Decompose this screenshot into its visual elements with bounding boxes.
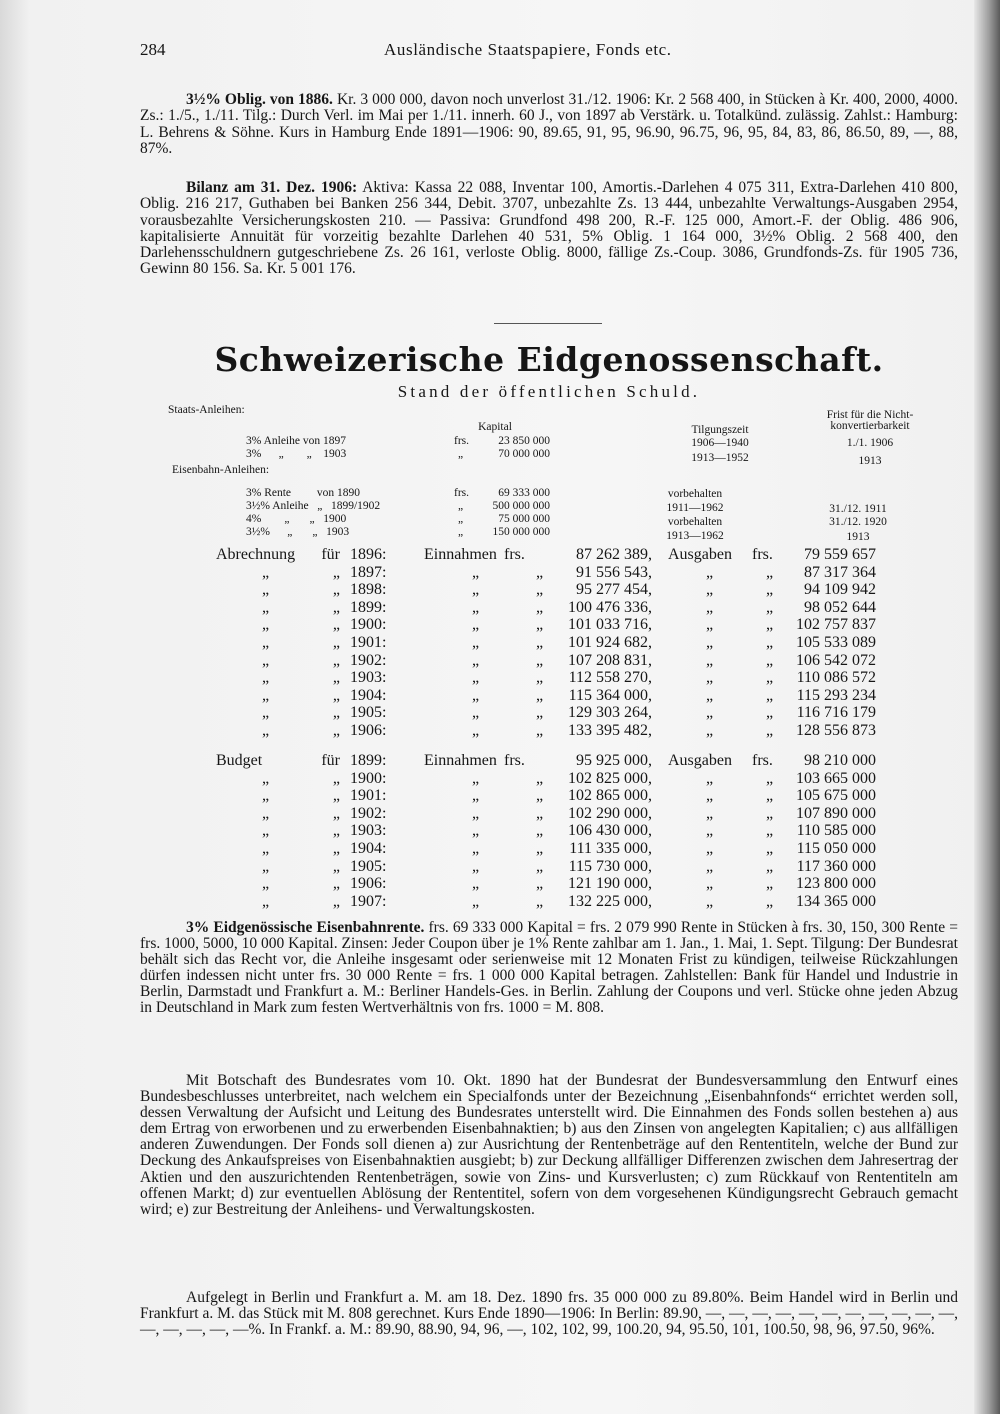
abrechnung-aus: 94 109 942 bbox=[804, 581, 876, 599]
abrechnung-ein-label: „ bbox=[472, 722, 480, 739]
budget-ein: 121 190 000, bbox=[568, 875, 652, 893]
bahn-row-tilgung: vorbehalten bbox=[667, 516, 723, 528]
budget-ein-label: „ bbox=[472, 769, 480, 787]
budget-ein: 102 290 000, bbox=[568, 804, 652, 822]
col-tilgung: Tilgungszeit bbox=[691, 424, 749, 436]
abrechnung-fuer: „ bbox=[332, 651, 340, 669]
staats-row-tilgung: 1906—1940 bbox=[691, 437, 749, 449]
abrechnung-fuer: „ bbox=[332, 669, 340, 687]
abrechnung-aus-label: „ bbox=[706, 598, 714, 616]
bahn-row-cur: „ bbox=[458, 513, 464, 525]
budget-label: „ bbox=[262, 840, 270, 857]
budget-aus-cur: „ bbox=[766, 875, 774, 893]
bahn-row-kapital: 150 000 000 bbox=[492, 526, 550, 538]
abrechnung-ein-cur: „ bbox=[536, 722, 544, 739]
bahn-row-name: 3½% Anleihe „ 1899/1902 bbox=[246, 500, 381, 512]
abrechnung-aus: 79 559 657 bbox=[804, 546, 876, 563]
abrechnung-label: „ bbox=[262, 669, 270, 687]
abrechnung-ein-label: „ bbox=[472, 616, 480, 634]
budget-aus-cur: „ bbox=[766, 892, 774, 910]
abrechnung-aus: 102 757 837 bbox=[796, 616, 876, 634]
abrechnung-aus-label: „ bbox=[706, 616, 714, 634]
abrechnung-label: „ bbox=[262, 651, 270, 669]
oblig-text: Kr. 3 000 000, davon noch unverlost 31./12. 1906: Kr. 2 568 400, in Stücken à Kr. 400, 2000, 4000. Zs.: 1./5., 1./11. Tilg.: Durch Verl. im Mai per 1./11. innerh. 60 J., von 1897 ab Verstärk. u. Totalkünd. zulässig. Zahlst.: Hamburg: L. Behrens & Söhne. Kurs in Hamburg Ende 1891—1906: 90, 89.65, 91, 95, 96.90, 96.75, 96, 95, 84, 83, 86, 86.50, 89, —, 88, 87%. bbox=[140, 91, 958, 157]
aufgelegt-text: Aufgelegt in Berlin und Frankfurt a. M. am 18. Dez. 1890 frs. 35 000 000 zu 89.80%. Beim Handel wird in Berlin und Frankfurt a. M. das Stück mit M. 808 gerechnet. Kurs Ende 1890—1906: In Berlin: 89.90, —, —, —, —, —, —, —, —, —, —, —, —, —, —, —, —%. In Frankf. a. M.: 89.90, 88.90, 94, 96, —, 102, 102, 99, 100.20, 94, 95.50, 101, 100.50, 98, 96, 97.50, 96%. bbox=[140, 1289, 958, 1339]
budget-ein: 111 335 000, bbox=[569, 840, 652, 857]
abrechnung-aus-cur: „ bbox=[766, 651, 774, 669]
abrechnung-year: 1905: bbox=[350, 704, 387, 722]
abrechnung-aus-label: „ bbox=[706, 563, 714, 581]
abrechnung-fuer: „ bbox=[332, 581, 340, 599]
rente-heading: 3% Eidgenössische Eisenbahnrente. bbox=[186, 919, 425, 936]
bahn-row-kapital: 500 000 000 bbox=[492, 500, 550, 512]
budget-aus-label: „ bbox=[706, 892, 714, 910]
budget-aus-cur: frs. bbox=[752, 752, 773, 769]
abrechnung-fuer: für bbox=[321, 546, 340, 563]
budget-ein-cur: frs. bbox=[504, 752, 525, 769]
bahn-label: Eisenbahn-Anleihen: bbox=[172, 464, 270, 476]
staats-label: Staats-Anleihen: bbox=[168, 404, 245, 416]
abrechnung-ein: 101 924 682, bbox=[568, 634, 652, 651]
budget-aus: 115 050 000 bbox=[796, 840, 876, 857]
abrechnung-ein: 115 364 000, bbox=[568, 686, 652, 704]
budget-label: „ bbox=[262, 804, 270, 822]
budget-ein: 95 925 000, bbox=[576, 752, 652, 769]
abrechnung-ein: 101 033 716, bbox=[568, 616, 652, 634]
abrechnung-ein-cur: „ bbox=[536, 581, 544, 599]
budget-aus-label: „ bbox=[706, 804, 714, 822]
abrechnung-ein-cur: „ bbox=[536, 651, 544, 669]
budget-ein: 102 825 000, bbox=[568, 769, 652, 787]
budget-aus: 134 365 000 bbox=[796, 892, 876, 910]
abrechnung-aus: 116 716 179 bbox=[796, 704, 876, 722]
bahn-row-tilgung: 1913—1962 bbox=[666, 530, 724, 542]
budget-ein-cur: „ bbox=[536, 787, 544, 805]
col-frist: Frist für die Nicht- konvertierbarkeit bbox=[826, 409, 914, 432]
page-edge-shadow bbox=[974, 0, 1000, 1414]
abrechnung-year: 1896: bbox=[350, 546, 387, 563]
abrechnung-aus-label: „ bbox=[706, 651, 714, 669]
budget-fuer: für bbox=[321, 752, 340, 769]
budget-aus-label: „ bbox=[706, 769, 714, 787]
budget-aus: 110 585 000 bbox=[796, 822, 876, 840]
abrechnung-aus-cur: „ bbox=[766, 634, 774, 651]
abrechnung-aus: 110 086 572 bbox=[796, 669, 876, 687]
abrechnung-label: „ bbox=[262, 704, 270, 722]
budget-aus: 98 210 000 bbox=[804, 752, 876, 769]
oblig-paragraph bbox=[140, 92, 958, 157]
abrechnung-ein-cur: „ bbox=[536, 669, 544, 687]
budget-year: 1903: bbox=[350, 822, 387, 840]
budget-year: 1901: bbox=[350, 787, 387, 805]
budget-ein-cur: „ bbox=[536, 840, 544, 857]
abrechnung-ein-label: „ bbox=[472, 704, 480, 722]
abrechnung-ein-cur: „ bbox=[536, 634, 544, 651]
staats-row-name: 3% „ „ 1903 bbox=[246, 448, 347, 460]
abrechnung-fuer: „ bbox=[332, 704, 340, 722]
budget-aus-label: Ausgaben bbox=[668, 752, 732, 769]
abrechnung-aus-cur: „ bbox=[766, 563, 774, 581]
staats-row-kapital: 70 000 000 bbox=[498, 448, 550, 460]
section-separator bbox=[494, 323, 602, 324]
budget-label: „ bbox=[262, 787, 270, 805]
abrechnung-ein: 87 262 389, bbox=[576, 546, 652, 563]
abrechnung-fuer: „ bbox=[332, 563, 340, 581]
budget-label: „ bbox=[262, 822, 270, 840]
budget-year: 1904: bbox=[350, 840, 387, 857]
bahn-row-frist: 1913 bbox=[846, 531, 870, 543]
abrechnung-ein: 91 556 543, bbox=[576, 563, 652, 581]
abrechnung-aus-cur: „ bbox=[766, 686, 774, 704]
oblig-heading: 3½% Oblig. von 1886. bbox=[186, 91, 333, 108]
abrechnung-label: „ bbox=[262, 616, 270, 634]
budget-ein-label: „ bbox=[472, 892, 480, 910]
abrechnung-fuer: „ bbox=[332, 616, 340, 634]
abrechnung-ein-label: „ bbox=[472, 634, 480, 651]
bahn-row-cur: „ bbox=[458, 526, 464, 538]
budget-aus-cur: „ bbox=[766, 857, 774, 875]
abrechnung-label: „ bbox=[262, 598, 270, 616]
abrechnung-aus-label: „ bbox=[706, 704, 714, 722]
abrechnung-year: 1903: bbox=[350, 669, 387, 687]
abrechnung-aus-cur: „ bbox=[766, 669, 774, 687]
abrechnung-year: 1897: bbox=[350, 563, 387, 581]
budget-year: 1906: bbox=[350, 875, 387, 893]
budget-fuer: „ bbox=[332, 822, 340, 840]
bahn-row-name: 3½% „ „ 1903 bbox=[246, 526, 350, 538]
abrechnung-ein: 107 208 831, bbox=[568, 651, 652, 669]
abrechnung-ein-cur: „ bbox=[536, 686, 544, 704]
budget-fuer: „ bbox=[332, 892, 340, 910]
abrechnung-label: „ bbox=[262, 634, 270, 651]
budget-fuer: „ bbox=[332, 857, 340, 875]
abrechnung-ein-cur: „ bbox=[536, 616, 544, 634]
budget-aus: 117 360 000 bbox=[796, 857, 876, 875]
budget-ein-cur: „ bbox=[536, 857, 544, 875]
abrechnung-ein-cur: „ bbox=[536, 563, 544, 581]
abrechnung-year: 1900: bbox=[350, 616, 387, 634]
bilanz-text: Aktiva: Kassa 22 088, Inventar 100, Amortis.-Darlehen 4 075 311, Extra-Darlehen 410 800, Oblig. 216 217, Guthaben bei Banken 256 344, Debit. 3707, unbezahlte Zs. 13 444, unbezahlte Verwaltungs-Ausgaben 2954, vorausbezahlte Versicherungskosten 210. — Passiva: Grundfond 498 200, R.-F. 125 000, Amort.-F. der Oblig. 486 906, kapitalisierte Annuität für vorzeitig bezahlte Darlehen 40 531, 5% Oblig. 1 164 000, 3½% Oblig. 2 568 400, den Darlehensschuldnern gutgeschriebene Zs. 26 161, verloste Oblig. 8000, fällige Zs.-Coup. 3086, Grundfonds-Zs. für 1905 736, Gewinn 80 156. Sa. Kr. 5 001 176. bbox=[140, 179, 958, 278]
budget-aus: 103 665 000 bbox=[796, 769, 876, 787]
staats-row-frist: 1913 bbox=[858, 455, 882, 467]
budget-ein: 106 430 000, bbox=[568, 822, 652, 840]
staats-row-tilgung: 1913—1952 bbox=[691, 452, 749, 464]
abrechnung-aus-label: „ bbox=[706, 722, 714, 739]
abrechnung-ein: 133 395 482, bbox=[568, 722, 652, 739]
budget-aus-cur: „ bbox=[766, 804, 774, 822]
abrechnung-aus-cur: „ bbox=[766, 704, 774, 722]
abrechnung-ein-cur: frs. bbox=[504, 546, 525, 563]
abrechnung-ein: 95 277 454, bbox=[576, 581, 652, 599]
abrechnung-fuer: „ bbox=[332, 722, 340, 739]
budget-ein-label: „ bbox=[472, 822, 480, 840]
abrechnung-aus: 87 317 364 bbox=[804, 563, 876, 581]
bahn-row-name: 3% Rente von 1890 bbox=[246, 487, 361, 499]
section-subtitle: Stand der öffentlichen Schuld. bbox=[397, 382, 701, 401]
abrechnung-aus-cur: „ bbox=[766, 598, 774, 616]
abrechnung-ein-label: „ bbox=[472, 581, 480, 599]
budget-ein: 102 865 000, bbox=[568, 787, 652, 805]
budget-ein-label: „ bbox=[472, 875, 480, 893]
botschaft-paragraph bbox=[140, 1073, 958, 1218]
abrechnung-year: 1899: bbox=[350, 598, 387, 616]
budget-year: 1907: bbox=[350, 892, 387, 910]
abrechnung-aus: 98 052 644 bbox=[804, 598, 876, 616]
budget-ein: 132 225 000, bbox=[568, 892, 652, 910]
staats-row-frist: 1./1. 1906 bbox=[846, 437, 894, 449]
abrechnung-ein: 112 558 270, bbox=[568, 669, 652, 687]
budget-ein-cur: „ bbox=[536, 892, 544, 910]
budget-aus: 123 800 000 bbox=[796, 875, 876, 893]
abrechnung-aus-label: „ bbox=[706, 669, 714, 687]
abrechnung-aus: 128 556 873 bbox=[796, 722, 876, 739]
abrechnung-fuer: „ bbox=[332, 686, 340, 704]
abrechnung-aus-label: „ bbox=[706, 634, 714, 651]
abrechnung-ein-label: Einnahmen bbox=[424, 546, 497, 563]
abrechnung-aus-label: „ bbox=[706, 581, 714, 599]
budget-aus: 107 890 000 bbox=[796, 804, 876, 822]
budget-label: „ bbox=[262, 892, 270, 910]
budget-fuer: „ bbox=[332, 875, 340, 893]
staats-row-kapital: 23 850 000 bbox=[498, 435, 550, 447]
abrechnung-ein-label: „ bbox=[472, 598, 480, 616]
staats-row-name: 3% Anleihe von 1897 bbox=[246, 435, 346, 447]
budget-ein-cur: „ bbox=[536, 804, 544, 822]
bahn-row-frist: 31./12. 1920 bbox=[829, 516, 887, 528]
bahn-row-cur: frs. bbox=[454, 487, 470, 499]
budget-aus-label: „ bbox=[706, 857, 714, 875]
budget-year: 1899: bbox=[350, 752, 387, 769]
abrechnung-aus-cur: „ bbox=[766, 616, 774, 634]
budget-ein-cur: „ bbox=[536, 875, 544, 893]
abrechnung-ein: 100 476 336, bbox=[568, 598, 652, 616]
budget-ein-label: „ bbox=[472, 804, 480, 822]
rente-paragraph bbox=[140, 920, 958, 1017]
budget-ein-cur: „ bbox=[536, 822, 544, 840]
abrechnung-fuer: „ bbox=[332, 634, 340, 651]
abrechnung-aus: 115 293 234 bbox=[796, 686, 876, 704]
abrechnung-ein-label: „ bbox=[472, 669, 480, 687]
bahn-row-name: 4% „ „ 1900 bbox=[246, 513, 347, 525]
bahn-row-frist: 31./12. 1911 bbox=[829, 503, 887, 515]
budget-aus-cur: „ bbox=[766, 787, 774, 805]
abrechnung-year: 1901: bbox=[350, 634, 387, 651]
budget-aus-label: „ bbox=[706, 875, 714, 893]
budget-year: 1905: bbox=[350, 857, 387, 875]
page-number: 284 bbox=[140, 40, 166, 59]
abrechnung-aus-label: „ bbox=[706, 686, 714, 704]
staats-row-cur: „ bbox=[458, 448, 464, 460]
abrechnung-year: 1906: bbox=[350, 722, 387, 739]
bahn-row-cur: „ bbox=[458, 500, 464, 512]
budget-ein-label: „ bbox=[472, 840, 480, 857]
bahn-row-tilgung: vorbehalten bbox=[667, 488, 723, 500]
budget-fuer: „ bbox=[332, 804, 340, 822]
budget-aus: 105 675 000 bbox=[796, 787, 876, 805]
budget-label: „ bbox=[262, 857, 270, 875]
abrechnung-label: „ bbox=[262, 563, 270, 581]
budget-fuer: „ bbox=[332, 787, 340, 805]
botschaft-text: Mit Botschaft des Bundesrates vom 10. Okt. 1890 hat der Bundesrat der Bundesversammlung den Entwurf eines Bundesbeschlusses unterbreitet, nach welchem ein Specialfonds unter der Bezeichnung „Eisenbahnfonds“ errichtet werden soll, dessen Verwaltung der Aufsicht und Leitung des Bundesrates unterstellt wird. Die Einnahmen des Fonds sollen bestehen a) aus dem Ertrag von erworbenen und zu erwerbenden Eisenbahnaktien; b) aus den Zinsen von angelegten Kapitalien; c) aus allfälligen anderen Zuwendungen. Der Fonds soll dienen a) zur Ausrichtung der Rentenbeträge auf den Rententiteln, welche der Bund zur Deckung des Ankaufspreises von Eisenbahnaktien ausgiebt; b) zur Deckung allfälliger Differenzen zwischen dem Jahresertrag der Aktien und den auszurichtenden Rentenbeträgen, sowie von Zins- und Kursverlusten; c) zum Rückkauf von Rententiteln am offenen Markt; d) zur eventuellen Ablösung der Rententitel, sofern von dem vorgesehenen Kündigungsrecht Gebrauch gemacht wird; e) zur Bestreitung der Anleihens- und Verwaltungskosten. bbox=[140, 1072, 958, 1218]
budget-label: „ bbox=[262, 769, 270, 787]
budget-ein-label: „ bbox=[472, 857, 480, 875]
abrechnung-aus-cur: „ bbox=[766, 581, 774, 599]
bahn-row-kapital: 69 333 000 bbox=[498, 487, 550, 499]
budget-label: „ bbox=[262, 875, 270, 893]
abrechnung-ein-cur: „ bbox=[536, 704, 544, 722]
budget-aus-label: „ bbox=[706, 787, 714, 805]
budget-ein-label: „ bbox=[472, 787, 480, 805]
abrechnung-fuer: „ bbox=[332, 598, 340, 616]
bahn-row-kapital: 75 000 000 bbox=[498, 513, 550, 525]
abrechnung-ein-label: „ bbox=[472, 651, 480, 669]
budget-ein-cur: „ bbox=[536, 769, 544, 787]
budget-aus-cur: „ bbox=[766, 769, 774, 787]
section-title: Schweizerische Eidgenossenschaft. bbox=[214, 340, 884, 379]
abrechnung-aus-cur: frs. bbox=[752, 546, 773, 563]
abrechnung-year: 1898: bbox=[350, 581, 387, 599]
budget-aus-cur: „ bbox=[766, 840, 774, 857]
abrechnung-ein-cur: „ bbox=[536, 598, 544, 616]
bilanz-paragraph bbox=[140, 180, 958, 278]
abrechnung-label: Abrechnung bbox=[216, 546, 296, 563]
budget-label: Budget bbox=[216, 752, 263, 769]
budget-aus-cur: „ bbox=[766, 822, 774, 840]
budget-year: 1902: bbox=[350, 804, 387, 822]
bilanz-heading: Bilanz am 31. Dez. 1906: bbox=[186, 179, 358, 196]
abrechnung-label: „ bbox=[262, 581, 270, 599]
abrechnung-ein-label: „ bbox=[472, 686, 480, 704]
abrechnung-label: „ bbox=[262, 686, 270, 704]
abrechnung-aus: 105 533 089 bbox=[796, 634, 876, 651]
abrechnung-aus: 106 542 072 bbox=[796, 651, 876, 669]
abrechnung-ein-label: „ bbox=[472, 563, 480, 581]
rente-text: frs. 69 333 000 Kapital = frs. 2 079 990 Rente in Stücken à frs. 30, 150, 300 Rente = frs. 1000, 5000, 10 000 Kapital. Zinsen: Jeder Coupon über je 1% Rente zahlbar am 1. Jan., 1. Mai, 1. Sept. Tilgung: Der Bundesrat behält sich das Recht vor, die Anleihe insgesamt oder serienweise mit 12 Monaten Frist zu kündigen, teilweise Rückzahlungen dürfen indessen nicht unter frs. 30 000 Rente = frs. 1 000 000 Kapital betragen. Zahlstellen: Bank für Handel und Industrie in Berlin, Darmstadt und Frankfurt a. M.: Berliner Handels-Ges. in Berlin. Zahlung der Coupons und verl. Stücke ohne jeden Abzug in Deutschland in Mark zum festen Wertverhältnis von frs. 1000 = M. 808. bbox=[140, 919, 959, 1017]
running-title: Ausländische Staatspapiere, Fonds etc. bbox=[384, 40, 672, 59]
budget-aus-label: „ bbox=[706, 840, 714, 857]
budget-fuer: „ bbox=[332, 840, 340, 857]
budget-ein-label: Einnahmen bbox=[424, 752, 497, 769]
budget-ein: 115 730 000, bbox=[568, 857, 652, 875]
aufgelegt-paragraph bbox=[140, 1290, 958, 1338]
budget-fuer: „ bbox=[332, 769, 340, 787]
abrechnung-year: 1904: bbox=[350, 686, 387, 704]
abrechnung-aus-label: Ausgaben bbox=[668, 546, 732, 563]
col-kapital: Kapital bbox=[478, 421, 512, 433]
staats-row-cur: frs. bbox=[454, 435, 470, 447]
budget-year: 1900: bbox=[350, 769, 387, 787]
budget-aus-label: „ bbox=[706, 822, 714, 840]
abrechnung-ein: 129 303 264, bbox=[568, 704, 652, 722]
abrechnung-label: „ bbox=[262, 722, 270, 739]
abrechnung-year: 1902: bbox=[350, 651, 387, 669]
abrechnung-aus-cur: „ bbox=[766, 722, 774, 739]
bahn-row-tilgung: 1911—1962 bbox=[666, 502, 724, 514]
